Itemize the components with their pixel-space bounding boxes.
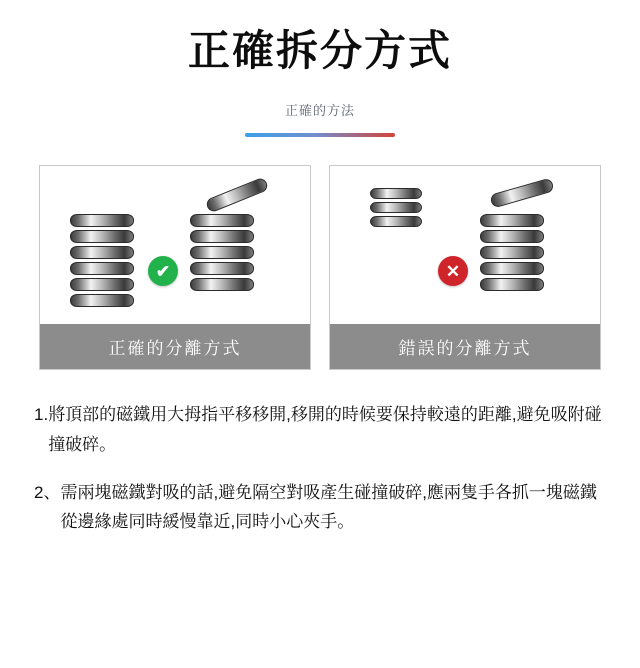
magnet-disc	[190, 230, 254, 243]
magnet-disc	[70, 214, 134, 227]
magnet-disc	[480, 246, 544, 259]
magnet-disc	[70, 278, 134, 291]
instruction-list	[34, 400, 606, 537]
magnet-disc	[70, 262, 134, 275]
magnet-stack-right	[190, 214, 254, 291]
list-item-number: 2、	[34, 482, 61, 502]
magnet-disc-detached	[489, 178, 554, 209]
magnet-disc	[190, 246, 254, 259]
magnet-disc	[480, 214, 544, 227]
page-subtitle: 正確的方法	[284, 103, 355, 119]
magnet-disc	[190, 262, 254, 275]
panel-wrong-illustration	[330, 166, 600, 326]
magnet-disc	[190, 214, 254, 227]
magnet-stack-left	[370, 188, 422, 227]
poster-root	[0, 28, 640, 668]
magnet-disc	[480, 262, 544, 275]
panel-correct-caption: 正確的分離方式	[40, 324, 310, 369]
magnet-stack-right	[480, 214, 544, 291]
panel-wrong-caption: 錯誤的分離方式	[330, 324, 600, 369]
magnet-disc-detached	[205, 177, 270, 214]
magnet-disc	[70, 230, 134, 243]
accent-divider	[245, 133, 395, 137]
divider-wrap	[0, 133, 640, 137]
panel-correct-illustration	[40, 166, 310, 326]
list-item-number: 1.	[34, 405, 49, 425]
magnet-stack-left	[70, 214, 134, 307]
magnet-disc	[70, 294, 134, 307]
status-badge-correct: ✔	[148, 256, 178, 286]
magnet-disc	[370, 202, 422, 213]
magnet-disc	[480, 278, 544, 291]
magnet-disc	[370, 188, 422, 199]
comparison-panels	[0, 165, 640, 370]
page-title: 正確拆分方式	[187, 27, 452, 74]
list-item-text: 將頂部的磁鐵用大拇指平移移開,移開的時候要保持較遠的距離,避免吸附碰撞破碎。	[48, 405, 602, 454]
magnet-disc	[190, 278, 254, 291]
magnet-disc	[370, 216, 422, 227]
status-badge-wrong: ✕	[438, 256, 468, 286]
magnet-disc	[70, 246, 134, 259]
panel-correct	[39, 165, 311, 370]
panel-wrong	[329, 165, 601, 370]
list-item	[34, 478, 606, 538]
magnet-disc	[480, 230, 544, 243]
list-item	[34, 400, 606, 460]
list-item-text: 需兩塊磁鐵對吸的話,避免隔空對吸產生碰撞破碎,應兩隻手各抓一塊磁鐵從邊緣處同時緩慢靠近,同時小心夾手。	[60, 482, 597, 532]
